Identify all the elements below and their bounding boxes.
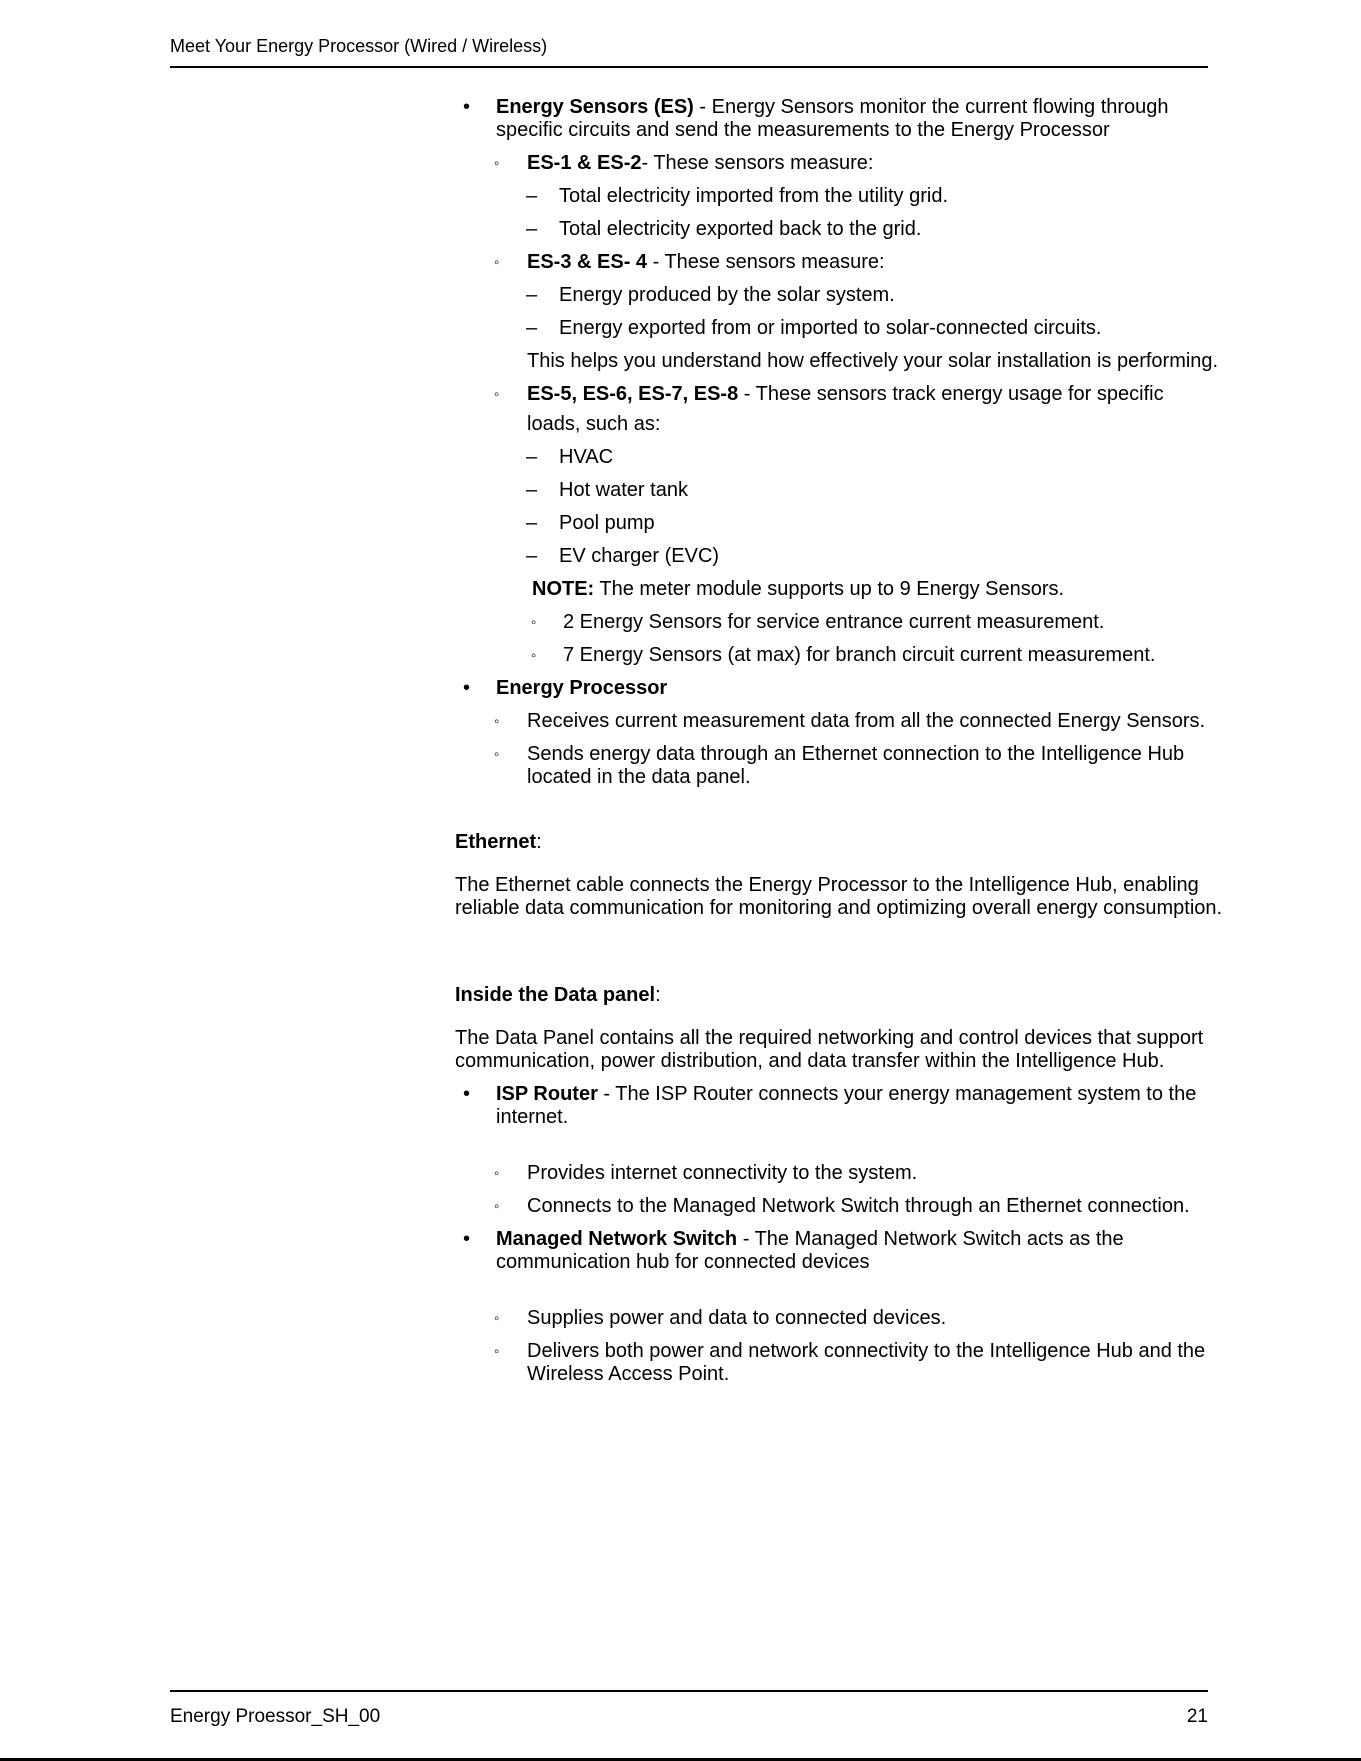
list-item-text: Provides internet connectivity to the system. bbox=[527, 1162, 918, 1184]
dash-bullet-icon: – bbox=[526, 284, 538, 306]
isp-router-title: ISP Router bbox=[496, 1083, 598, 1105]
list-item-text: Receives current measurement data from all the connected Energy Sensors. bbox=[527, 710, 1206, 732]
bullet-icon: • bbox=[463, 677, 471, 699]
switch-desc: - The Managed Network Switch acts as the communication hub for connected devices bbox=[496, 1228, 1124, 1273]
page-content bbox=[455, 96, 1225, 1396]
heading-colon: : bbox=[536, 831, 542, 853]
list-item-energy-sensors bbox=[455, 96, 1225, 142]
note bbox=[455, 578, 1225, 601]
footer-doc-name: Energy Proessor_SH_00 bbox=[170, 1706, 381, 1727]
list-item bbox=[455, 1195, 1225, 1218]
es58-desc-cont: loads, such as: bbox=[527, 413, 661, 435]
data-panel-heading bbox=[455, 984, 1225, 1007]
list-item bbox=[455, 611, 1225, 634]
list-item-managed-switch bbox=[455, 1228, 1225, 1274]
es58-desc: - These sensors track energy usage for specific bbox=[738, 383, 1164, 405]
list-item-isp-router bbox=[455, 1083, 1225, 1129]
circle-bullet-icon: ◦ bbox=[531, 647, 537, 664]
circle-bullet-icon: ◦ bbox=[494, 1165, 500, 1182]
energy-sensors-desc: - Energy Sensors monitor the current flowing through specific circuits and send the measurements to the Energy Processor bbox=[496, 96, 1169, 141]
list-item bbox=[455, 743, 1225, 789]
list-item bbox=[455, 479, 1225, 502]
list-item bbox=[455, 512, 1225, 535]
bullet-icon: • bbox=[463, 1228, 471, 1250]
heading-colon: : bbox=[655, 984, 661, 1006]
list-item-text: Total electricity exported back to the grid. bbox=[559, 218, 922, 240]
list-item bbox=[455, 284, 1225, 307]
isp-router-desc: - The ISP Router connects your energy management system to the internet. bbox=[496, 1083, 1197, 1128]
list-item bbox=[455, 218, 1225, 241]
list-item bbox=[455, 1307, 1225, 1330]
circle-bullet-icon: ◦ bbox=[494, 1343, 500, 1360]
list-item-text: Energy exported from or imported to solar-connected circuits. bbox=[559, 317, 1102, 339]
list-item-es34 bbox=[455, 251, 1225, 274]
page-number: 21 bbox=[1186, 1706, 1208, 1727]
bullet-icon: • bbox=[463, 1083, 471, 1105]
list-item bbox=[455, 1340, 1225, 1386]
energy-sensors-title: Energy Sensors (ES) bbox=[496, 96, 694, 118]
header-title: Meet Your Energy Processor (Wired / Wireless) bbox=[170, 36, 548, 56]
list-item-text: 2 Energy Sensors for service entrance current measurement. bbox=[563, 611, 1105, 633]
note-label: NOTE: bbox=[532, 578, 595, 600]
data-panel-title: Inside the Data panel bbox=[455, 984, 656, 1006]
circle-bullet-icon: ◦ bbox=[494, 1310, 500, 1327]
dash-bullet-icon: – bbox=[526, 446, 538, 468]
list-item-text: 7 Energy Sensors (at max) for branch circuit current measurement. bbox=[563, 644, 1156, 666]
ethernet-title: Ethernet bbox=[455, 831, 537, 853]
circle-bullet-icon: ◦ bbox=[494, 386, 500, 403]
ethernet-text: The Ethernet cable connects the Energy Processor to the Intelligence Hub, enabling reliable data communication for monitoring and optimizing overall energy consumption. bbox=[455, 874, 1223, 919]
bullet-icon: • bbox=[463, 96, 471, 118]
switch-title: Managed Network Switch bbox=[496, 1228, 738, 1250]
circle-bullet-icon: ◦ bbox=[494, 254, 500, 271]
list-item bbox=[455, 710, 1225, 733]
circle-bullet-icon: ◦ bbox=[494, 1198, 500, 1215]
note-text: The meter module supports up to 9 Energy Sensors. bbox=[594, 578, 1065, 600]
list-item bbox=[455, 446, 1225, 469]
list-item-es58 bbox=[455, 383, 1225, 406]
page-footer bbox=[170, 1690, 1208, 1728]
list-item-text: Energy produced by the solar system. bbox=[559, 284, 895, 306]
es12-desc: - These sensors measure: bbox=[641, 152, 874, 174]
list-item-text: Connects to the Managed Network Switch through an Ethernet connection. bbox=[527, 1195, 1190, 1217]
es34-extra-text: This helps you understand how effectively your solar installation is performing. bbox=[527, 350, 1219, 372]
list-item-text: Hot water tank bbox=[559, 479, 688, 501]
circle-bullet-icon: ◦ bbox=[494, 746, 500, 763]
list-item bbox=[455, 545, 1225, 568]
energy-processor-title: Energy Processor bbox=[496, 677, 668, 699]
es34-title: ES-3 & ES- 4 bbox=[527, 251, 648, 273]
list-item-es12 bbox=[455, 152, 1225, 175]
dash-bullet-icon: – bbox=[526, 317, 538, 339]
list-item-energy-processor bbox=[455, 677, 1225, 700]
list-item-text: HVAC bbox=[559, 446, 614, 468]
circle-bullet-icon: ◦ bbox=[494, 155, 500, 172]
list-item bbox=[455, 644, 1225, 667]
list-item bbox=[455, 1162, 1225, 1185]
circle-bullet-icon: ◦ bbox=[531, 614, 537, 631]
es34-desc: - These sensors measure: bbox=[647, 251, 885, 273]
list-item-text: Supplies power and data to connected devices. bbox=[527, 1307, 947, 1329]
list-item bbox=[455, 185, 1225, 208]
dash-bullet-icon: – bbox=[526, 545, 538, 567]
dash-bullet-icon: – bbox=[526, 512, 538, 534]
dash-bullet-icon: – bbox=[526, 185, 538, 207]
circle-bullet-icon: ◦ bbox=[494, 713, 500, 730]
list-item-text: Pool pump bbox=[559, 512, 655, 534]
dash-bullet-icon: – bbox=[526, 479, 538, 501]
es12-title: ES-1 & ES-2 bbox=[527, 152, 642, 174]
data-panel-text: The Data Panel contains all the required networking and control devices that support communication, power distribution, and data transfer within the Intelligence Hub. bbox=[455, 1027, 1204, 1072]
es58-title: ES-5, ES-6, ES-7, ES-8 bbox=[527, 383, 739, 405]
list-item-text: Sends energy data through an Ethernet connection to the Intelligence Hub located in the data panel. bbox=[527, 743, 1185, 788]
dash-bullet-icon: – bbox=[526, 218, 538, 240]
ethernet-heading bbox=[455, 831, 1225, 854]
list-item-text: EV charger (EVC) bbox=[559, 545, 720, 567]
list-item bbox=[455, 317, 1225, 340]
list-item-text: Delivers both power and network connectivity to the Intelligence Hub and the Wireless Access Point. bbox=[527, 1340, 1206, 1385]
list-item-text: Total electricity imported from the utility grid. bbox=[559, 185, 949, 207]
page-header bbox=[170, 36, 1208, 68]
